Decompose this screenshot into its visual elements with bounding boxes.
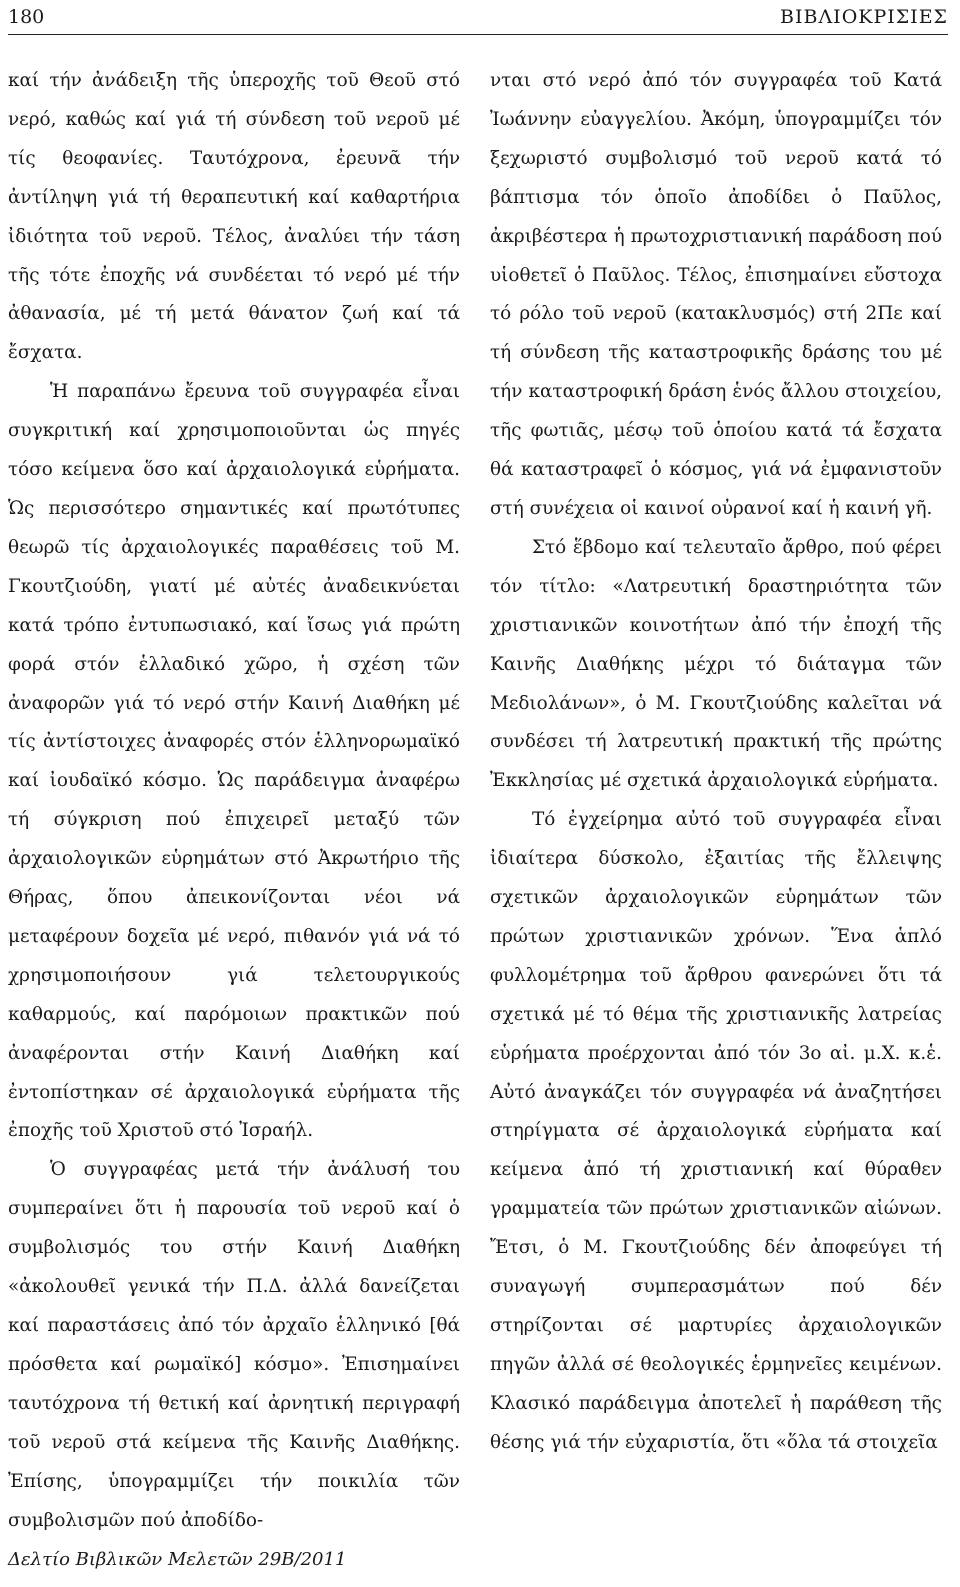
page-header [8,4,948,35]
right-paragraph-2: Στό ἕβδομο καί τελευταῖο ἄρθρο, πού φέρει τόν τίτλο: «Λατρευτική δραστηριότητα τῶν χριστιανικῶν κοινοτήτων ἀπό τήν ἐποχή τῆς Καινῆς Διαθήκης μέχρι τό διάταγμα τῶν Μεδιολάνων», ὁ Μ. Γκουτζιούδης καλεῖται νά συνδέσει τή λατρευτική πρακτική τῆς πρώτης Ἐκκλησίας μέ σχετικά ἀρχαιολογικά εὑρήματα. [490,536,942,792]
journal-footer: Δελτίο Βιβλικῶν Μελετῶν 29Β/2011 [8,1549,347,1570]
left-paragraph-1: καί τήν ἀνάδειξη τῆς ὑπεροχῆς τοῦ Θεοῦ στό νερό, καθώς καί γιά τή σύνδεση τοῦ νεροῦ μέ τίς θεοφανίες. Ταυτόχρονα, ἐρευνᾶ τήν ἀντίληψη γιά τή θεραπευτική καί καθαρτήρια ἰδιότητα τοῦ νεροῦ. Τέλος, ἀναλύει τήν τάση τῆς τότε ἐποχῆς νά συνδέεται τό νερό μέ τήν ἀθανασία, μέ τή μετά θάνατον ζωή καί τά ἔσχατα. [8,70,460,364]
right-paragraph-3: Τό ἐγχείρημα αὐτό τοῦ συγγραφέα εἶναι ἰδιαίτερα δύσκολο, ἐξαιτίας τῆς ἔλλειψης σχετικῶν ἀρχαιολογικῶν εὑρημάτων τῶν πρώτων χριστιανικῶν χρόνων. Ἕνα ἁπλό φυλλομέτρημα τοῦ ἄρθρου φανερώνει ὅτι τά σχετικά μέ τό θέμα τῆς χριστιανικῆς λατρείας εὑρήματα προέρχονται ἀπό τόν 3ο αἰ. μ.Χ. κ.ἑ. Αὐτό ἀναγκάζει τόν συγγραφέα νά ἀναζητήσει στηρίγματα σέ ἀρχαιολογικά εὑρήματα καί κείμενα ἀπό τή χριστιανική καί θύραθεν γραμματεία τῶν πρώτων χριστιανικῶν αἰώνων. Ἔτσι, ὁ Μ. Γκουτζιούδης δέν ἀποφεύγει τή συναγωγή συμπερασμάτων πού δέν στηρίζονται σέ μαρτυρίες ἀρχαιολογικῶν πηγῶν ἀλλά σέ θεολογικές ἑρμηνεῖες κειμένων. Κλασικό παράδειγμα ἀποτελεῖ ἡ παράθεση τῆς θέσης γιά τήν εὐχαριστία, ὅτι «ὅλα τά στοιχεῖα [490,809,942,1453]
left-paragraph-3: Ὁ συγγραφέας μετά τήν ἀνάλυσή του συμπεραίνει ὅτι ἡ παρουσία τοῦ νεροῦ καί ὁ συμβολισμός του στήν Καινή Διαθήκη «ἀκολουθεῖ γενικά τήν Π.Δ. ἀλλά δανείζεται καί παραστάσεις ἀπό τόν ἀρχαῖο ἑλληνικό [θά πρόσθετα καί ρωμαϊκό] κόσμο». Ἐπισημαίνει ταυτόχρονα τή θετική καί ἀρνητική περιγραφή τοῦ νεροῦ στά κείμενα τῆς Καινῆς Διαθήκης. Ἐπίσης, ὑπογραμμίζει τήν ποικιλία τῶν συμβολισμῶν πού ἀποδίδο- [8,1159,460,1531]
page-number: 180 [8,6,45,28]
left-column [8,62,460,1540]
left-paragraph-2: Ἡ παραπάνω ἔρευνα τοῦ συγγραφέα εἶναι συγκριτική καί χρησιμοποιοῦνται ὡς πηγές τόσο κείμενα ὅσο καί ἀρχαιολογικά εὑρήματα. Ὡς περισσότερο σημαντικές καί πρωτότυπες θεωρῶ τίς ἀρχαιολογικές παραθέσεις τοῦ Μ. Γκουτζιούδη, γιατί μέ αὐτές ἀναδεικνύεται κατά τρόπο ἐντυπωσιακό, καί ἴσως γιά πρώτη φορά στόν ἑλλαδικό χῶρο, ἡ σχέση τῶν ἀναφορῶν γιά τό νερό στήν Καινή Διαθήκη μέ τίς ἀντίστοιχες ἀναφορές στόν ἑλληνορωμαϊκό καί ἰουδαϊκό κόσμο. Ὡς παράδειγμα ἀναφέρω τή σύγκριση πού ἐπιχειρεῖ μεταξύ τῶν ἀρχαιολογικῶν εὑρημάτων στό Ἀκρωτήριο τῆς Θήρας, ὅπου ἀπεικονίζονται νέοι νά μεταφέρουν δοχεῖα μέ νερό, πιθανόν γιά νά τό χρησιμοποιήσουν γιά τελετουργικούς καθαρμούς, καί παρόμοιων πρακτικῶν πού ἀναφέρονται στήν Καινή Διαθήκη καί ἐντοπίστηκαν σέ ἀρχαιολογικά εὑρήματα τῆς ἐποχῆς τοῦ Χριστοῦ στό Ἰσραήλ. [8,381,460,1142]
right-paragraph-1: νται στό νερό ἀπό τόν συγγραφέα τοῦ Κατά Ἰωάννην εὐαγγελίου. Ἀκόμη, ὑπογραμμίζει τόν ξεχωριστό συμβολισμό τοῦ νεροῦ κατά τό βάπτισμα τόν ὁποῖο ἀποδίδει ὁ Παῦλος, ἀκριβέστερα ἡ πρωτοχριστιανική παράδοση πού υἱοθετεῖ ὁ Παῦλος. Τέλος, ἐπισημαίνει εὔστοχα τό ρόλο τοῦ νεροῦ (κατακλυσμός) στή 2Πε καί τή σύνδεση τῆς καταστροφικῆς δράσης του μέ τήν καταστροφική δράση ἑνός ἄλλου στοιχείου, τῆς φωτιᾶς, μέσῳ τοῦ ὁποίου κατά τά ἔσχατα θά καταστραφεῖ ὁ κόσμος, γιά νά ἐμφανιστοῦν στή συνέχεια οἱ καινοί οὐρανοί καί ἡ καινή γῆ. [490,70,942,519]
running-head: ΒΙΒΛΙΟΚΡΙΣΙΕΣ [780,6,948,28]
right-column [490,62,942,1463]
